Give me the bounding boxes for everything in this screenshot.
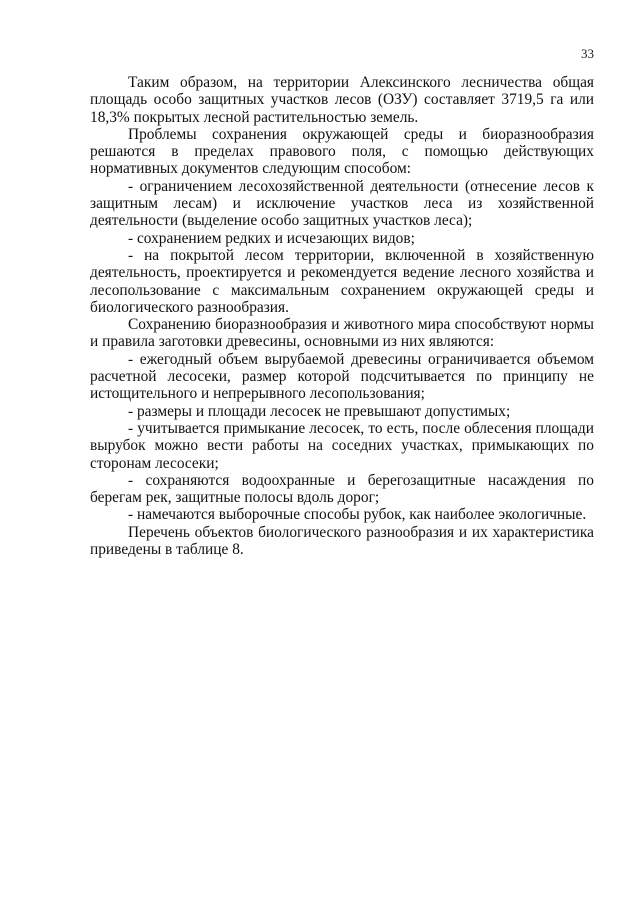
paragraph: - ограничением лесохозяйственной деятельности (отнесение лесов к защитным лесам) и исключение участков леса из хозяйственной деятельности (выделение особо защитных участков леса); (90, 177, 594, 230)
paragraph: - намечаются выборочные способы рубок, как наиболее экологичные. (128, 506, 587, 524)
paragraph: Таким образом, на территории Алексинского лесничества общая площадь особо защитных участков лесов (ОЗУ) составляет 3719,5 га или 18,3% покрытых лесной растительностью земель. (90, 74, 594, 126)
paragraph: - сохраняются водоохранные и берегозащитные насаждения по берегам рек, защитные полосы вдоль дорог; (90, 471, 594, 507)
page-number: 33 (581, 46, 594, 61)
paragraph: Сохранению биоразнообразия и животного мира способствуют нормы и правила заготовки древесины, основными из них являются: (90, 316, 594, 351)
paragraph: Проблемы сохранения окружающей среды и биоразнообразия решаются в пределах правового поля, с помощью действующих нормативных документов следующим способом: (90, 125, 594, 178)
paragraph: - на покрытой лесом территории, включенной в хозяйственную деятельность, проектируется и рекомендуется ведение лесного хозяйства и лесопользование с максимальным сохранением окружающей среды и биологического разнообразия. (90, 246, 594, 316)
paragraph: - учитывается примыкание лесосек, то есть, после облесения площади вырубок можно вести работы на соседних участках, примыкающих по сторонам лесосеки; (90, 419, 594, 472)
paragraph: Перечень объектов биологического разнообразия и их характеристика приведены в таблице 8. (90, 523, 594, 559)
paragraph: - размеры и площади лесосек не превышают допустимых; (128, 402, 511, 420)
paragraph: - ежегодный объем вырубаемой древесины ограничивается объемом расчетной лесосеки, размер которой подсчитывается по принципу не истощительного и непрерывного лесопользования; (90, 350, 594, 403)
paragraph: - сохранением редких и исчезающих видов; (128, 229, 415, 247)
document-body (90, 74, 594, 558)
